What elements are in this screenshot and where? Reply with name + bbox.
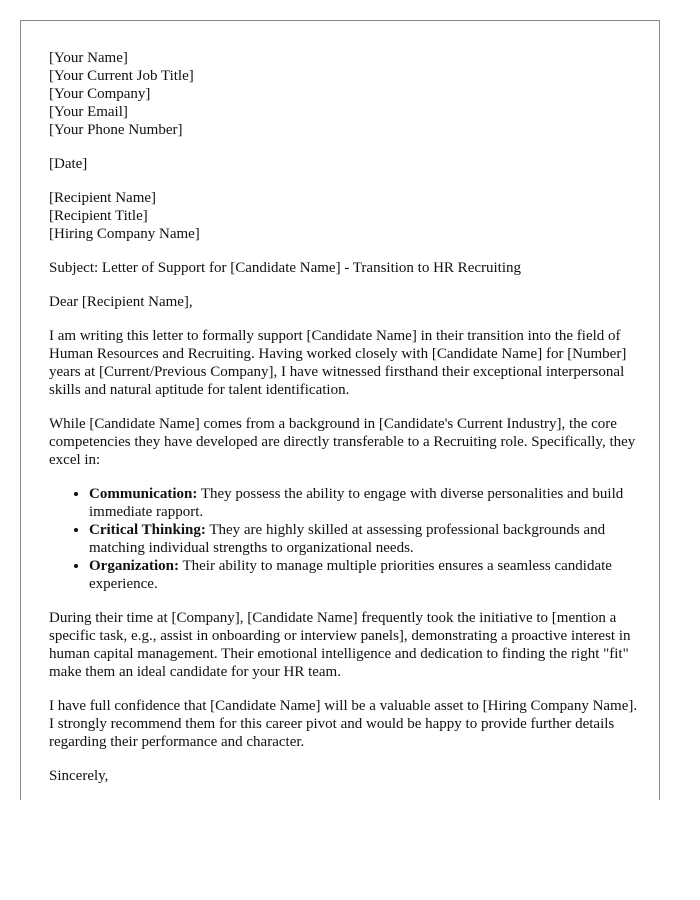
letter-body [49, 49, 639, 785]
experience-paragraph: During their time at [Company], [Candidate Name] frequently took the initiative to [mention a specific task, e.g., assist in onboarding or interview panels], demonstrating a proactive interest in human capital management. Their emotional intelligence and dedication to finding the right "fit" make them an ideal candidate for your HR team. [49, 610, 631, 680]
recipient-company: [Hiring Company Name] [49, 226, 200, 242]
skill-label: Critical Thinking: [89, 522, 206, 538]
closing-paragraph: I have full confidence that [Candidate Name] will be a valuable asset to [Hiring Company Name]. I strongly recommend them for this career pivot and would be happy to provide further details regarding their performance and character. [49, 698, 638, 750]
skills-list [49, 485, 639, 593]
letter-page [20, 20, 660, 800]
recipient-block [49, 189, 639, 243]
list-item [89, 557, 639, 593]
letter-date: [Date] [49, 156, 88, 172]
recipient-name: [Recipient Name] [49, 190, 157, 206]
salutation: Dear [Recipient Name], [49, 294, 193, 310]
skill-label: Organization: [89, 558, 179, 574]
skill-label: Communication: [89, 486, 198, 502]
subject-line: Subject: Letter of Support for [Candidate Name] - Transition to HR Recruiting [49, 260, 522, 276]
recipient-title: [Recipient Title] [49, 208, 148, 224]
sender-company: [Your Company] [49, 86, 151, 102]
list-item [89, 485, 639, 521]
sender-block [49, 49, 639, 139]
signoff: Sincerely, [49, 768, 109, 784]
list-item [89, 521, 639, 557]
sender-title: [Your Current Job Title] [49, 68, 194, 84]
background-paragraph: While [Candidate Name] comes from a background in [Candidate's Current Industry], the core competencies they have developed are directly transferable to a Recruiting role. Specifically, they excel in: [49, 416, 636, 468]
skill-text: They are highly skilled at assessing professional backgrounds and matching individual strengths to organizational needs. [89, 522, 606, 556]
sender-email: [Your Email] [49, 104, 128, 120]
sender-name: [Your Name] [49, 50, 128, 66]
skill-text: They possess the ability to engage with diverse personalities and build immediate rapport. [89, 486, 624, 520]
sender-phone: [Your Phone Number] [49, 122, 183, 138]
skill-text: Their ability to manage multiple priorities ensures a seamless candidate experience. [89, 558, 612, 592]
intro-paragraph: I am writing this letter to formally support [Candidate Name] in their transition into the field of Human Resources and Recruiting. Having worked closely with [Candidate Name] for [Number] years at [Current/Previous Company], I have witnessed firsthand their exceptional interpersonal skills and natural aptitude for talent identification. [49, 328, 627, 398]
